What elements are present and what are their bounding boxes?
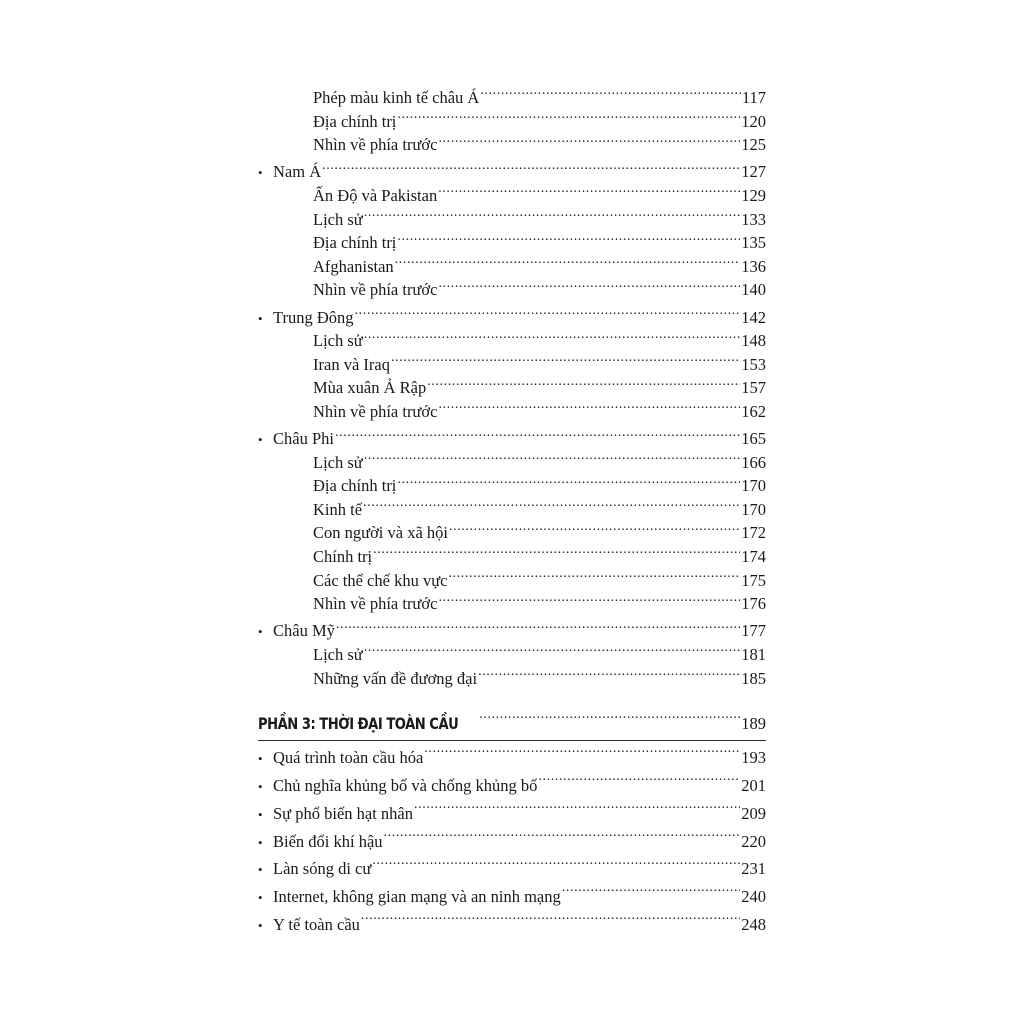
- toc-entry-label: Quá trình toàn cầu hóa: [273, 748, 424, 768]
- toc-entry-label: Nhìn về phía trước: [313, 280, 438, 300]
- part-divider: [258, 740, 766, 741]
- dot-leader: [363, 498, 740, 515]
- toc-entry-label: Địa chính trị: [313, 476, 397, 496]
- toc-entry-page: 133: [741, 209, 766, 229]
- dot-leader: [480, 87, 741, 104]
- toc-entry-page: 140: [741, 280, 766, 300]
- dot-leader: [427, 377, 740, 394]
- toc-entry-label: Nhìn về phía trước: [313, 135, 438, 155]
- bullet: •: [258, 310, 263, 326]
- toc-entry[interactable]: [258, 231, 766, 255]
- toc-entry[interactable]: [258, 569, 766, 593]
- dot-leader: [384, 830, 741, 847]
- toc-entry-label: Nhìn về phía trước: [313, 401, 438, 421]
- dot-leader: [397, 110, 740, 127]
- toc-entry-page: 240: [741, 887, 766, 907]
- toc-entry-page: 172: [741, 523, 766, 543]
- toc-section-label: Châu Mỹ: [273, 621, 335, 641]
- toc-entry[interactable]: [258, 828, 766, 856]
- toc-entry-label: Internet, không gian mạng và an ninh mạng: [273, 887, 561, 907]
- bullet: •: [258, 890, 263, 906]
- dot-leader: [478, 667, 740, 684]
- dot-leader: [397, 232, 740, 249]
- dot-leader: [364, 644, 741, 661]
- toc-entry[interactable]: [258, 329, 766, 353]
- dot-leader: [438, 134, 740, 151]
- toc-entry-page: 231: [741, 859, 766, 879]
- dot-leader: [364, 208, 741, 225]
- toc-entry-label: Con người và xã hội: [313, 523, 448, 543]
- toc-entry-page: 120: [741, 111, 766, 131]
- toc-entry-page: 166: [741, 452, 766, 472]
- toc-entry[interactable]: [258, 592, 766, 616]
- dot-leader: [395, 255, 741, 272]
- bullet: •: [258, 432, 263, 448]
- toc-entry-page: 185: [741, 668, 766, 688]
- dot-leader: [372, 858, 740, 875]
- toc-entry[interactable]: [258, 772, 766, 800]
- bullet: •: [258, 624, 263, 640]
- toc-entry[interactable]: [258, 521, 766, 545]
- toc-entry[interactable]: [258, 883, 766, 911]
- toc-entry[interactable]: [258, 208, 766, 232]
- toc-entry-page: 117: [741, 88, 766, 107]
- toc-entry-page: 148: [741, 331, 766, 351]
- toc-part-heading[interactable]: [258, 710, 766, 738]
- toc-entry-page: 136: [741, 256, 766, 276]
- dot-leader: [438, 279, 740, 296]
- toc-entry-page: 209: [741, 803, 766, 823]
- toc-entry[interactable]: [258, 451, 766, 475]
- table-of-contents: [258, 86, 766, 939]
- toc-section-label: Nam Á: [273, 162, 322, 182]
- bullet: •: [258, 751, 263, 767]
- toc-entry-page: 170: [741, 476, 766, 496]
- toc-entry-page: 170: [741, 499, 766, 519]
- dot-leader: [391, 353, 740, 370]
- toc-entry-page: 174: [741, 547, 766, 567]
- toc-entry-label: Lịch sử: [313, 209, 363, 229]
- toc-entry-label: Địa chính trị: [313, 111, 397, 131]
- toc-entry-label: Những vấn đề đương đại: [313, 668, 478, 688]
- dot-leader: [448, 569, 740, 586]
- toc-section-heading[interactable]: [258, 619, 766, 643]
- toc-entry[interactable]: [258, 855, 766, 883]
- dot-leader: [397, 475, 740, 492]
- toc-section-page: 127: [741, 162, 766, 182]
- toc-entry[interactable]: [258, 400, 766, 424]
- bullet: •: [258, 165, 263, 181]
- dot-leader: [424, 747, 740, 764]
- toc-section-label: Châu Phi: [273, 429, 334, 449]
- dot-leader: [438, 400, 740, 417]
- toc-entry-label: Các thể chế khu vực: [313, 570, 448, 590]
- toc-entry[interactable]: [258, 110, 766, 134]
- toc-entry-label: Ấn Độ và Pakistan: [313, 185, 438, 205]
- toc-entry-page: 162: [741, 401, 766, 421]
- dot-leader: [414, 802, 740, 819]
- bullet: •: [258, 918, 263, 933]
- toc-section-page: 177: [741, 621, 766, 641]
- bullet: •: [258, 862, 263, 878]
- dot-leader: [322, 161, 740, 178]
- toc-entry-page: 157: [741, 378, 766, 398]
- toc-entry-label: Lịch sử: [313, 452, 363, 472]
- toc-entry[interactable]: [258, 474, 766, 498]
- dot-leader: [449, 522, 740, 539]
- toc-entry[interactable]: [258, 376, 766, 400]
- toc-entry-page: 125: [741, 135, 766, 155]
- toc-entry-page: 153: [741, 354, 766, 374]
- toc-entry-label: Lịch sử: [313, 645, 363, 665]
- toc-entry-page: 193: [741, 748, 766, 768]
- toc-entry[interactable]: [258, 545, 766, 569]
- toc-entry-page: 201: [741, 776, 766, 796]
- bullet: •: [258, 834, 263, 850]
- toc-section-heading[interactable]: [258, 427, 766, 451]
- dot-leader: [438, 593, 740, 610]
- bullet: •: [258, 779, 263, 795]
- toc-entry-label: Sự phổ biến hạt nhân: [273, 803, 414, 823]
- toc-entry[interactable]: [258, 800, 766, 828]
- part-page: 189: [741, 714, 766, 734]
- toc-entry-label: Biến đổi khí hậu: [273, 831, 383, 851]
- toc-entry-label: Nhìn về phía trước: [313, 594, 438, 614]
- dot-leader: [373, 546, 740, 563]
- dot-leader: [438, 184, 740, 201]
- dot-leader: [562, 886, 740, 903]
- toc-entry[interactable]: [258, 667, 766, 691]
- toc-entry[interactable]: [258, 133, 766, 157]
- toc-entry-label: Làn sóng di cư: [273, 859, 372, 879]
- toc-entry-page: 248: [741, 915, 766, 934]
- toc-entry-label: Chủ nghĩa khủng bố và chống khủng bố: [273, 776, 538, 796]
- toc-entry-page: 175: [741, 570, 766, 590]
- dot-leader: [364, 330, 741, 347]
- dot-leader: [355, 306, 741, 323]
- toc-entry[interactable]: [258, 498, 766, 522]
- toc-entry-page: 181: [741, 645, 766, 665]
- toc-entry-label: Afghanistan: [313, 256, 394, 276]
- toc-entry-label: Y tế toàn cầu: [273, 915, 360, 934]
- bullet: •: [258, 806, 263, 822]
- toc-entry-label: Kinh tế: [313, 499, 363, 519]
- dot-leader: [361, 914, 740, 931]
- toc-entry-label: Phép màu kinh tế châu Á: [313, 88, 480, 107]
- toc-entry-label: Chính trị: [313, 547, 373, 567]
- toc-entry[interactable]: [258, 255, 766, 279]
- toc-entry-label: Iran và Iraq: [313, 354, 390, 374]
- part-title: PHẦN 3: THỜI ĐẠI TOÀN CẦU: [258, 714, 459, 734]
- dot-leader: [336, 620, 740, 637]
- toc-entry-page: 135: [741, 233, 766, 253]
- toc-entry-label: Lịch sử: [313, 331, 363, 351]
- dot-leader: [335, 428, 740, 445]
- toc-entry[interactable]: [258, 278, 766, 302]
- dot-leader: [479, 713, 740, 729]
- toc-entry-page: 176: [741, 594, 766, 614]
- toc-entry[interactable]: [258, 184, 766, 208]
- toc-entry[interactable]: [258, 911, 766, 939]
- dot-leader: [364, 451, 741, 468]
- toc-section-heading[interactable]: [258, 306, 766, 330]
- toc-entry[interactable]: [258, 86, 766, 110]
- toc-section-heading[interactable]: [258, 160, 766, 184]
- dot-leader: [538, 775, 740, 792]
- toc-entry-page: 129: [741, 185, 766, 205]
- toc-entry[interactable]: [258, 353, 766, 377]
- toc-section-label: Trung Đông: [273, 307, 354, 327]
- toc-section-page: 165: [741, 429, 766, 449]
- toc-entry[interactable]: [258, 643, 766, 667]
- toc-section-page: 142: [741, 307, 766, 327]
- toc-entry[interactable]: [258, 744, 766, 772]
- toc-entry-label: Địa chính trị: [313, 233, 397, 253]
- toc-entry-label: Mùa xuân Ả Rập: [313, 378, 427, 398]
- toc-entry-page: 220: [741, 831, 766, 851]
